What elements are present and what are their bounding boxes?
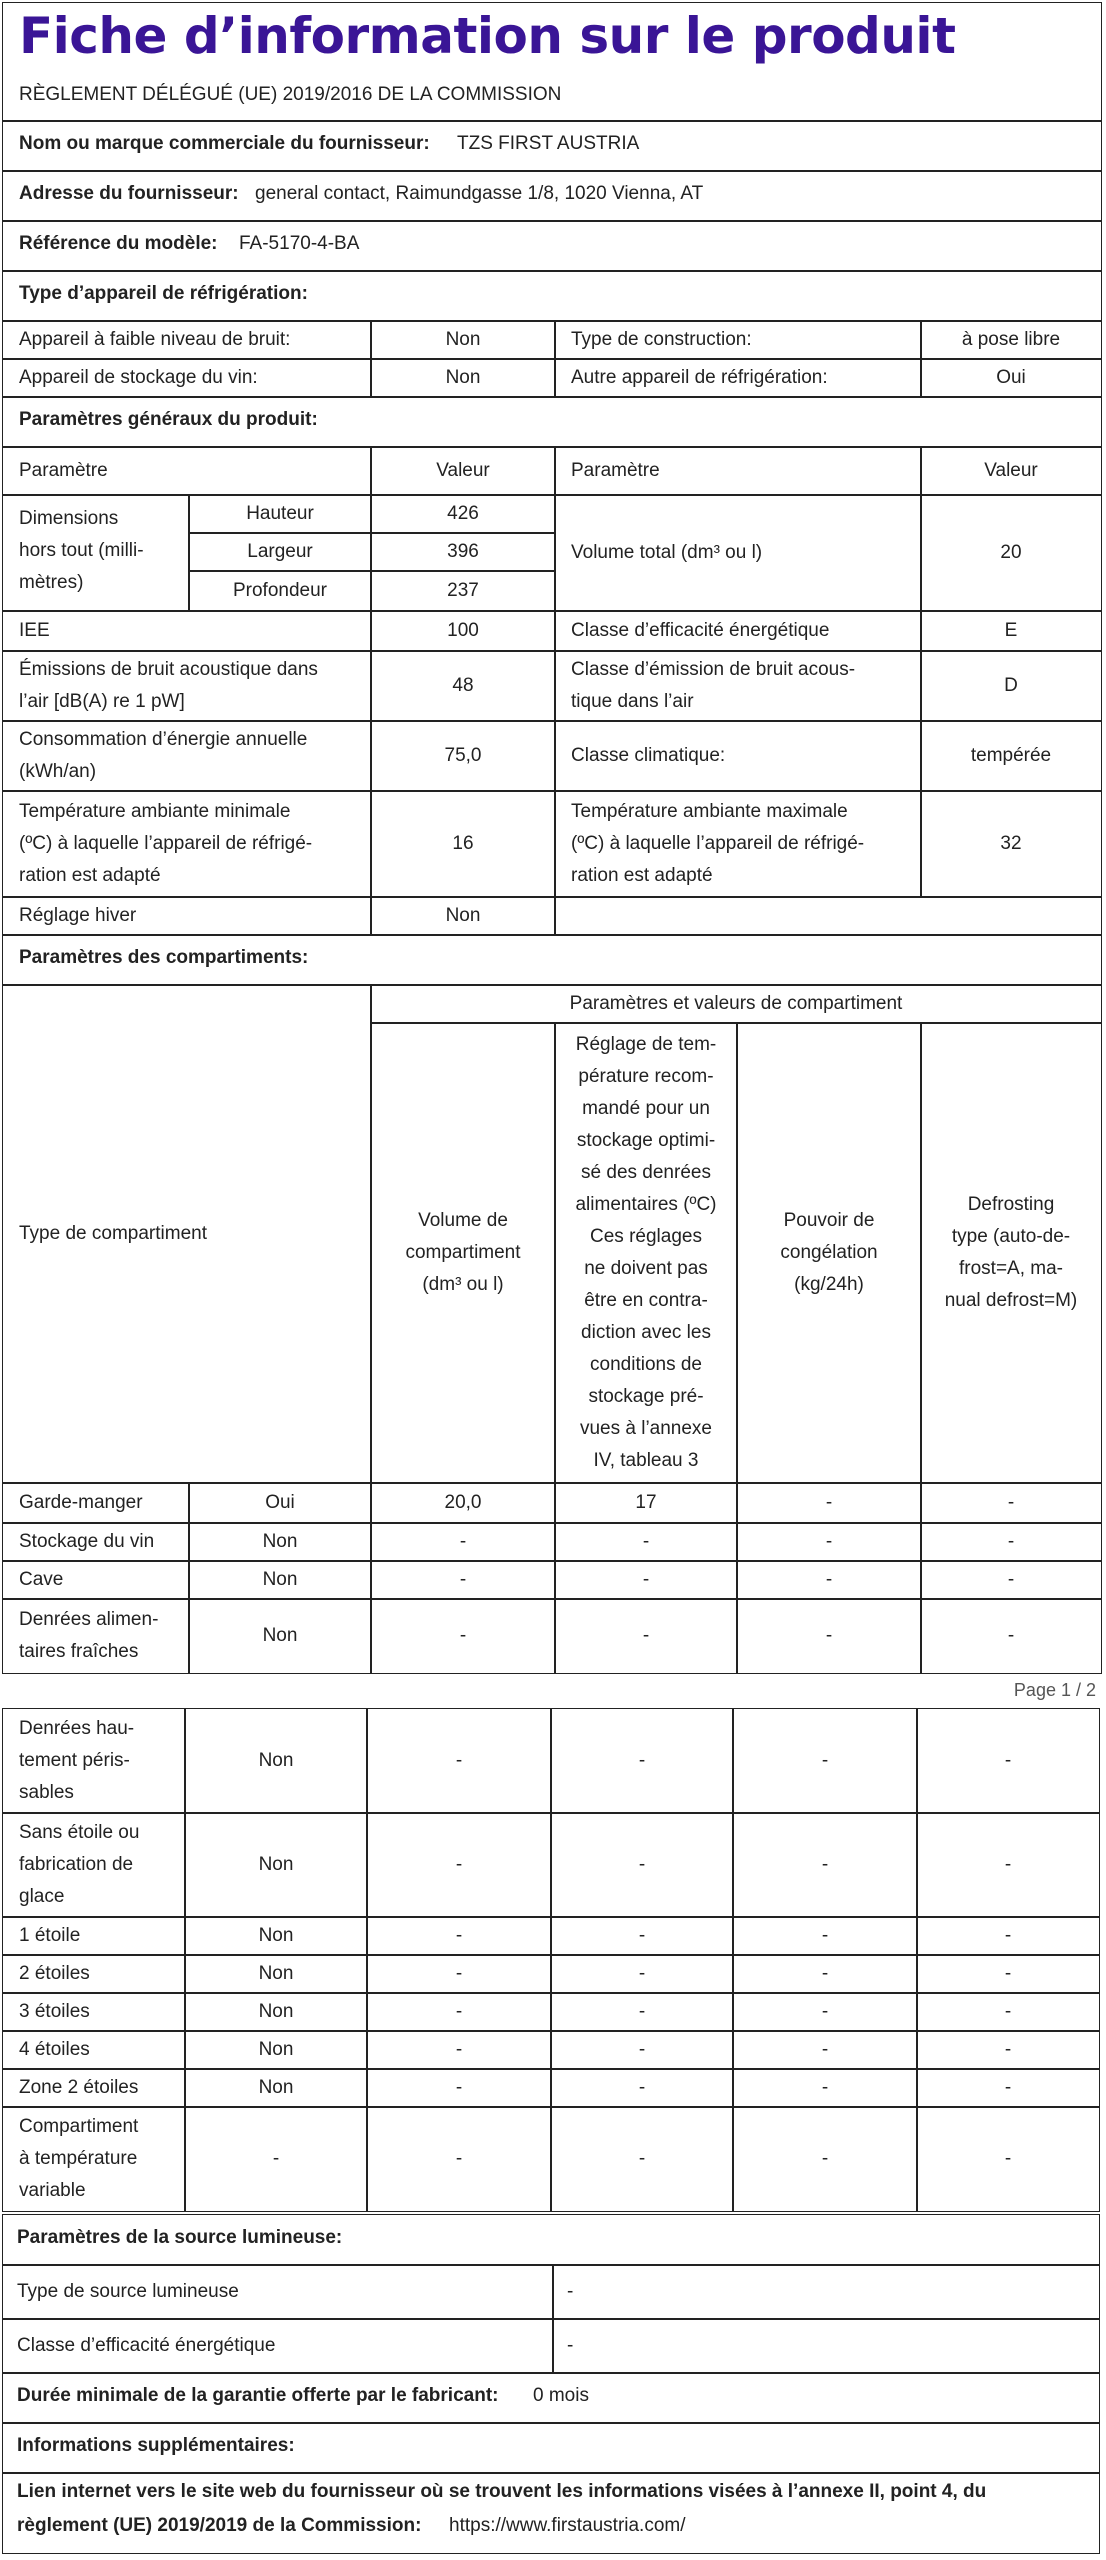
compartment-defrost: - [916, 1992, 1100, 2032]
compartment-freeze: - [736, 1522, 922, 1562]
compartment-freeze: - [732, 1954, 918, 1994]
compartment-volume: - [370, 1560, 556, 1600]
low-noise-label: Appareil à faible niveau de bruit: [2, 320, 372, 360]
appliance-type-heading-row [2, 270, 1102, 322]
compartment-volume: 20,0 [370, 1482, 556, 1524]
compartment-name-line: fabrication de [19, 1854, 134, 1875]
compartments-heading: Paramètres des compartiments: [19, 947, 309, 968]
compartment-defrost: - [916, 2030, 1100, 2070]
compartment-volume: - [366, 2106, 552, 2212]
page-1 [2, 2, 1102, 1700]
width-label: Largeur [188, 532, 372, 572]
header-line: stockage optimi- [576, 1130, 716, 1151]
warranty-label: Durée minimale de la garantie offerte par le fabricant: [17, 2385, 499, 2406]
consumption-label-line-1: Consommation d’énergie annuelle [19, 729, 308, 750]
compartment-temp: - [550, 1708, 734, 1814]
compartment-name-line: à température [19, 2148, 138, 2169]
compartment-present: Non [188, 1598, 372, 1674]
noise-label [2, 650, 372, 722]
page-number: Page 1 / 2 [1013, 1680, 1096, 1700]
compartment-freeze: - [736, 1560, 922, 1600]
compartment-name-line: glace [19, 1886, 65, 1907]
header-line: sé des denrées [581, 1162, 711, 1183]
header-line: type (auto-de- [951, 1226, 1071, 1247]
title-box [2, 2, 1102, 78]
compartment-defrost: - [920, 1522, 1102, 1562]
wine-value: Non [370, 358, 556, 398]
winter-value: Non [370, 896, 556, 936]
compartment-temp: - [554, 1522, 738, 1562]
compartment-present: Non [184, 1812, 368, 1918]
compartment-name-line: variable [19, 2180, 86, 2201]
header-line: Pouvoir de [783, 1210, 875, 1231]
min-temp-value: 16 [370, 790, 556, 898]
compartment-name [2, 1598, 190, 1674]
compartment-name [2, 1560, 190, 1600]
max-temp-label [554, 790, 922, 898]
model-row [2, 220, 1102, 272]
warranty-row [2, 2372, 1100, 2424]
construction-value: à pose libre [920, 320, 1102, 360]
model-value: FA-5170-4-BA [239, 233, 360, 254]
supplier-address-row [2, 170, 1102, 222]
min-temp-label-line-2: (ºC) à laquelle l’appareil de réfrigé- [19, 833, 313, 854]
compartment-type-header: Type de compartiment [2, 984, 372, 1484]
compartment-volume: - [366, 1812, 552, 1918]
header-line: compartiment [405, 1242, 521, 1263]
depth-label: Profondeur [188, 570, 372, 612]
iee-label: IEE [2, 610, 372, 652]
wine-label: Appareil de stockage du vin: [2, 358, 372, 398]
compartment-present: - [184, 2106, 368, 2212]
light-class-value: - [552, 2318, 1100, 2374]
compartment-present: Non [184, 1992, 368, 2032]
compartment-name-line: tement péris- [19, 1750, 130, 1771]
compartment-temp-header [554, 1022, 738, 1484]
page-title: Fiche d’information sur le produit [19, 7, 956, 65]
additional-heading-row [2, 2422, 1100, 2474]
general-heading: Paramètres généraux du produit: [19, 409, 318, 430]
iee-value: 100 [370, 610, 556, 652]
light-class-label: Classe d’efficacité énergétique [2, 2318, 554, 2374]
supplier-address-value: general contact, Raimundgasse 1/8, 1020 Vienna, AT [255, 183, 704, 204]
other-appliance-label: Autre appareil de réfrigération: [554, 358, 922, 398]
dimensions-label-line-2: hors tout (milli- [19, 540, 144, 561]
compartment-temp: - [550, 2106, 734, 2212]
low-noise-value: Non [370, 320, 556, 360]
compartment-name-line: Sans étoile ou [19, 1822, 140, 1843]
header-line: nual defrost=M) [944, 1290, 1078, 1311]
compartment-name [2, 1992, 186, 2032]
height-label: Hauteur [188, 494, 372, 534]
compartment-name-line: 4 étoiles [19, 2039, 90, 2060]
max-temp-value: 32 [920, 790, 1102, 898]
param-header-2: Paramètre [554, 446, 922, 496]
model-label: Référence du modèle: [19, 233, 218, 254]
header-line: Volume de [418, 1210, 508, 1231]
compartment-temp: - [550, 1812, 734, 1918]
compartment-name [2, 1954, 186, 1994]
compartment-name-line: sables [19, 1782, 74, 1803]
compartments-heading-row [2, 934, 1102, 986]
header-line: conditions de [590, 1354, 702, 1375]
compartment-volume: - [370, 1598, 556, 1674]
min-temp-label-line-1: Température ambiante minimale [19, 801, 291, 822]
header-line: (dm³ ou l) [422, 1274, 504, 1295]
height-value: 426 [370, 494, 556, 534]
compartment-freeze: - [736, 1482, 922, 1524]
header-line: Ces réglages [590, 1226, 702, 1247]
compartment-name [2, 1482, 190, 1524]
min-temp-label [2, 790, 372, 898]
compartment-freeze-header [736, 1022, 922, 1484]
noise-value: 48 [370, 650, 556, 722]
compartment-present: Non [184, 1954, 368, 1994]
supplier-name-value: TZS FIRST AUSTRIA [457, 133, 640, 154]
compartment-temp: - [550, 1992, 734, 2032]
volume-value: 20 [920, 494, 1102, 612]
compartment-freeze: - [732, 1992, 918, 2032]
compartment-volume-header [370, 1022, 556, 1484]
min-temp-label-line-3: ration est adapté [19, 865, 161, 886]
consumption-label-line-2: (kWh/an) [19, 761, 97, 782]
compartment-present: Non [184, 2030, 368, 2070]
header-line: diction avec les [581, 1322, 711, 1343]
supplier-link-row [2, 2472, 1100, 2554]
header-line: être en contra- [584, 1290, 708, 1311]
header-line: ne doivent pas [584, 1258, 708, 1279]
climate-label: Classe climatique: [554, 720, 922, 792]
light-heading-row [2, 2214, 1100, 2266]
compartment-defrost: - [920, 1560, 1102, 1600]
max-temp-label-line-1: Température ambiante maximale [571, 801, 848, 822]
compartment-name-line: Denrées alimen- [19, 1609, 159, 1630]
compartment-freeze: - [732, 2106, 918, 2212]
compartment-name-line: Compartiment [19, 2116, 139, 2137]
header-line: (kg/24h) [794, 1274, 864, 1295]
compartment-defrost: - [916, 1812, 1100, 1918]
compartment-temp: - [550, 1954, 734, 1994]
compartment-name-line: Garde-manger [19, 1492, 143, 1513]
compartment-present: Non [184, 1916, 368, 1956]
appliance-type-heading: Type d’appareil de réfrigération: [19, 283, 308, 304]
compartment-freeze: - [736, 1598, 922, 1674]
value-header: Valeur [370, 446, 556, 496]
depth-value: 237 [370, 570, 556, 612]
noise-class-label [554, 650, 922, 722]
compartment-temp: - [554, 1598, 738, 1674]
energy-class-value: E [920, 610, 1102, 652]
compartment-name-line: 3 étoiles [19, 2001, 90, 2022]
compartment-name-line: 1 étoile [19, 1925, 81, 1946]
compartment-defrost: - [920, 1598, 1102, 1674]
header-line: IV, tableau 3 [593, 1450, 699, 1471]
compartment-name [2, 1522, 190, 1562]
compartment-freeze: - [732, 2030, 918, 2070]
light-type-value: - [552, 2264, 1100, 2320]
compartment-defrost: - [916, 1916, 1100, 1956]
compartment-volume: - [366, 2030, 552, 2070]
regulation-text: RÈGLEMENT DÉLÉGUÉ (UE) 2019/2016 DE LA COMMISSION [19, 84, 562, 105]
climate-value: tempérée [920, 720, 1102, 792]
noise-label-line-1: Émissions de bruit acoustique dans [19, 659, 318, 680]
header-line: vues à l’annexe [579, 1418, 713, 1439]
supplier-name-row [2, 120, 1102, 172]
winter-label: Réglage hiver [2, 896, 372, 936]
general-heading-row [2, 396, 1102, 448]
compartment-name-line: 2 étoiles [19, 1963, 90, 1984]
compartment-present: Non [188, 1560, 372, 1600]
page-2 [2, 1708, 1100, 2556]
light-heading: Paramètres de la source lumineuse: [17, 2227, 343, 2248]
other-appliance-value: Oui [920, 358, 1102, 398]
consumption-label [2, 720, 372, 792]
header-line: pérature recom- [578, 1066, 714, 1087]
compartment-name [2, 2068, 186, 2108]
compartment-volume: - [366, 1954, 552, 1994]
compartment-temp: 17 [554, 1482, 738, 1524]
consumption-value: 75,0 [370, 720, 556, 792]
compartment-defrost: - [916, 1954, 1100, 1994]
compartment-name-line: Stockage du vin [19, 1531, 155, 1552]
light-type-label: Type de source lumineuse [2, 2264, 554, 2320]
noise-class-label-line-2: tique dans l’air [571, 691, 694, 712]
compartment-temp: - [550, 2068, 734, 2108]
compartment-temp: - [550, 1916, 734, 1956]
compartment-name-line: Zone 2 étoiles [19, 2077, 139, 2098]
compartment-defrost: - [920, 1482, 1102, 1524]
compartment-defrost: - [916, 1708, 1100, 1814]
warranty-value: 0 mois [533, 2385, 589, 2406]
construction-label: Type de construction: [554, 320, 922, 360]
header-line: stockage pré- [588, 1386, 704, 1407]
header-line: Defrosting [967, 1194, 1055, 1215]
noise-class-label-line-1: Classe d’émission de bruit acous- [571, 659, 856, 680]
compartment-name [2, 1708, 186, 1814]
supplier-address-label: Adresse du fournisseur: [19, 183, 239, 204]
param-header: Paramètre [2, 446, 372, 496]
supplier-name-label: Nom ou marque commerciale du fournisseur: [19, 133, 430, 154]
compartment-volume: - [366, 1916, 552, 1956]
compartment-name [2, 1916, 186, 1956]
compartment-name-line: Cave [19, 1569, 64, 1590]
compartment-present: Non [184, 1708, 368, 1814]
link-text-line-2: règlement (UE) 2019/2019 de la Commission: [17, 2515, 422, 2536]
compartment-present: Non [188, 1522, 372, 1562]
compartment-temp: - [554, 1560, 738, 1600]
compartment-defrost-header [920, 1022, 1102, 1484]
link-text-line-1: Lien internet vers le site web du fournisseur où se trouvent les informations visées à l’annexe II, point 4, du [17, 2481, 987, 2502]
noise-class-value: D [920, 650, 1102, 722]
compartment-temp: - [550, 2030, 734, 2070]
compartment-present: Oui [188, 1482, 372, 1524]
compartment-name-line: taires fraîches [19, 1641, 139, 1662]
header-line: congélation [780, 1242, 878, 1263]
max-temp-label-line-3: ration est adapté [571, 865, 713, 886]
regulation-row [2, 76, 1102, 122]
compartment-defrost: - [916, 2068, 1100, 2108]
energy-class-label: Classe d’efficacité énergétique [554, 610, 922, 652]
compartment-group-header: Paramètres et valeurs de compartiment [370, 984, 1102, 1024]
compartment-freeze: - [732, 1916, 918, 1956]
winter-empty-cell [554, 896, 1102, 936]
width-value: 396 [370, 532, 556, 572]
header-line: mandé pour un [582, 1098, 710, 1119]
compartment-defrost: - [916, 2106, 1100, 2212]
header-line: Réglage de tem- [575, 1034, 717, 1055]
volume-label: Volume total (dm³ ou l) [554, 494, 922, 612]
compartment-freeze: - [732, 1708, 918, 1814]
noise-label-line-2: l’air [dB(A) re 1 pW] [19, 691, 185, 712]
compartment-volume: - [370, 1522, 556, 1562]
value-header-2: Valeur [920, 446, 1102, 496]
max-temp-label-line-2: (ºC) à laquelle l’appareil de réfrigé- [571, 833, 865, 854]
compartment-volume: - [366, 1992, 552, 2032]
compartment-name [2, 1812, 186, 1918]
header-line: alimentaires (ºC) [575, 1194, 717, 1215]
additional-heading: Informations supplémentaires: [17, 2435, 295, 2456]
compartment-volume: - [366, 2068, 552, 2108]
dimensions-label-line-1: Dimensions [19, 508, 119, 529]
compartment-name [2, 2030, 186, 2070]
compartment-freeze: - [732, 1812, 918, 1918]
compartment-name [2, 2106, 186, 2212]
header-line: frost=A, ma- [959, 1258, 1063, 1279]
dimensions-label [2, 494, 190, 612]
compartment-volume: - [366, 1708, 552, 1814]
supplier-website-link[interactable]: https://www.firstaustria.com/ [449, 2515, 686, 2536]
compartment-present: Non [184, 2068, 368, 2108]
dimensions-label-line-3: mètres) [19, 572, 84, 593]
compartment-name-line: Denrées hau- [19, 1718, 135, 1739]
compartment-freeze: - [732, 2068, 918, 2108]
